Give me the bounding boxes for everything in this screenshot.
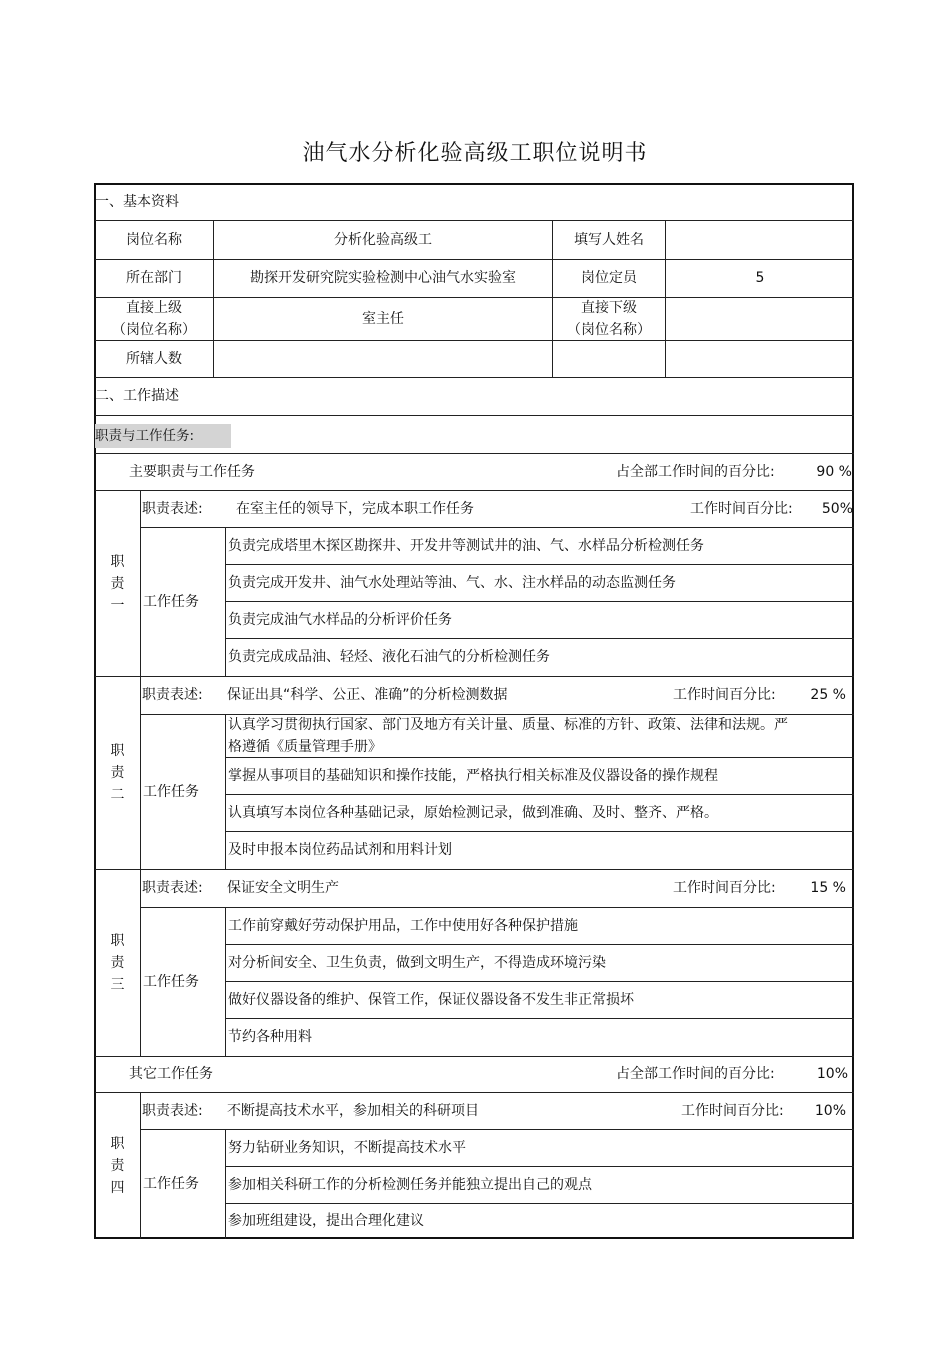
duty-3-time-pct: 15 % — [810, 880, 846, 897]
direct-superior-label — [95, 298, 213, 340]
duty-4-task-2: 参加相关科研工作的分析检测任务并能独立提出自己的观点 — [228, 1176, 592, 1193]
duty-1-task-4: 负责完成成品油、轻烃、液化石油气的分析检测任务 — [228, 649, 550, 666]
post-quota-label: 岗位定员 — [581, 270, 637, 287]
main-duties-pct-value: 90 % — [816, 463, 852, 480]
duty-1-task-3: 负责完成油气水样品的分析评价任务 — [228, 611, 452, 628]
other-tasks-label: 其它工作任务 — [129, 1066, 213, 1083]
duty-2-task-4: 及时申报本岗位药品试剂和用料计划 — [228, 842, 452, 859]
duty-2-statement-label: 职责表述: — [142, 687, 203, 704]
direct-superior-label-sub: （岗位名称） — [112, 322, 196, 338]
post-name-value: 分析化验高级工 — [334, 231, 432, 248]
duty-2-statement: 保证出具“科学、公正、准确”的分析检测数据 — [227, 687, 508, 704]
duty-1-time-pct-label: 工作时间百分比: — [690, 500, 793, 517]
duty-2-task-3: 认真填写本岗位各种基础记录，原始检测记录，做到准确、及时、整齐、严格。 — [228, 804, 718, 821]
duty-1-work-task-label: 工作任务 — [143, 593, 199, 610]
duty-1-task-2: 负责完成开发井、油气水处理站等油、气、水、注水样品的动态监测任务 — [228, 574, 676, 591]
duty-2-time-pct-label: 工作时间百分比: — [673, 687, 776, 704]
duties-and-tasks-label: 职责与工作任务: — [95, 427, 195, 444]
direct-subordinate-label — [553, 298, 665, 340]
duty-1-task-1: 负责完成塔里木探区勘探井、开发井等测试井的油、气、水样品分析检测任务 — [228, 537, 704, 554]
other-tasks-pct-value: 10% — [816, 1066, 848, 1083]
department-label: 所在部门 — [126, 270, 182, 287]
duty-1-time-pct: 50% — [821, 500, 853, 517]
duty-2-work-task-label: 工作任务 — [143, 783, 199, 800]
post-quota-value: 5 — [755, 270, 765, 287]
duty-2-name: 职 责 二 — [110, 743, 125, 803]
direct-subordinate-label-sub: （岗位名称） — [567, 322, 651, 338]
duty-4-statement-label: 职责表述: — [142, 1102, 203, 1119]
duty-3-task-1: 工作前穿戴好劳动保护用品，工作中使用好各种保护措施 — [228, 917, 578, 934]
duty-4-name: 职 责 四 — [110, 1136, 125, 1196]
duty-4-statement: 不断提高技术水平，参加相关的科研项目 — [227, 1102, 479, 1119]
duty-3-task-3: 做好仪器设备的维护、保管工作，保证仪器设备不发生非正常损坏 — [228, 991, 634, 1008]
section-work-description-header: 二、工作描述 — [95, 388, 179, 405]
direct-superior-label-main: 直接上级 — [126, 300, 182, 316]
direct-subordinate-label-main: 直接下级 — [581, 300, 637, 316]
duty-2-time-pct: 25 % — [810, 687, 846, 704]
main-duties-pct-label: 占全部工作时间的百分比: — [616, 463, 775, 480]
duty-4-work-task-label: 工作任务 — [143, 1176, 199, 1193]
document-title: 油气水分析化验高级工职位说明书 — [302, 141, 648, 166]
governed-count-label: 所辖人数 — [126, 350, 182, 367]
section-basic-info-header: 一、基本资料 — [95, 194, 179, 211]
duty-1-name: 职 责 一 — [110, 553, 125, 614]
duty-3-statement: 保证安全文明生产 — [227, 880, 339, 897]
department-value: 勘探开发研究院实验检测中心油气水实验室 — [250, 270, 516, 287]
duty-3-name: 职 责 三 — [110, 933, 125, 993]
duty-3-statement-label: 职责表述: — [142, 880, 203, 897]
duty-1-statement: 在室主任的领导下，完成本职工作任务 — [236, 500, 474, 517]
duty-2-task-2: 掌握从事项目的基础知识和操作技能，严格执行相关标准及仪器设备的操作规程 — [228, 767, 718, 784]
duty-3-work-task-label: 工作任务 — [143, 973, 199, 990]
duty-2-task-1: 认真学习贯彻执行国家、部门及地方有关计量、质量、标准的方针、政策、法律和法规。严格遵循《质量管理手册》 — [228, 717, 788, 755]
duty-4-time-pct: 10% — [814, 1102, 846, 1119]
filler-name-value — [666, 221, 854, 259]
duty-4-task-3: 参加班组建设，提出合理化建议 — [228, 1213, 424, 1230]
post-name-label: 岗位名称 — [126, 231, 182, 248]
direct-superior-value: 室主任 — [362, 310, 404, 327]
other-tasks-pct-label: 占全部工作时间的百分比: — [616, 1066, 775, 1083]
filler-name-label: 填写人姓名 — [574, 231, 644, 248]
direct-subordinate-value — [666, 298, 854, 340]
main-duties-label: 主要职责与工作任务 — [129, 463, 255, 480]
duty-4-time-pct-label: 工作时间百分比: — [681, 1102, 784, 1119]
duty-3-task-4: 节约各种用料 — [228, 1029, 312, 1046]
duty-1-statement-label: 职责表述: — [142, 500, 203, 517]
governed-count-value — [214, 341, 552, 377]
duty-3-task-2: 对分析间安全、卫生负责，做到文明生产，不得造成环境污染 — [228, 954, 606, 971]
duty-3-time-pct-label: 工作时间百分比: — [673, 880, 776, 897]
duty-4-task-1: 努力钻研业务知识，不断提高技术水平 — [228, 1139, 466, 1156]
